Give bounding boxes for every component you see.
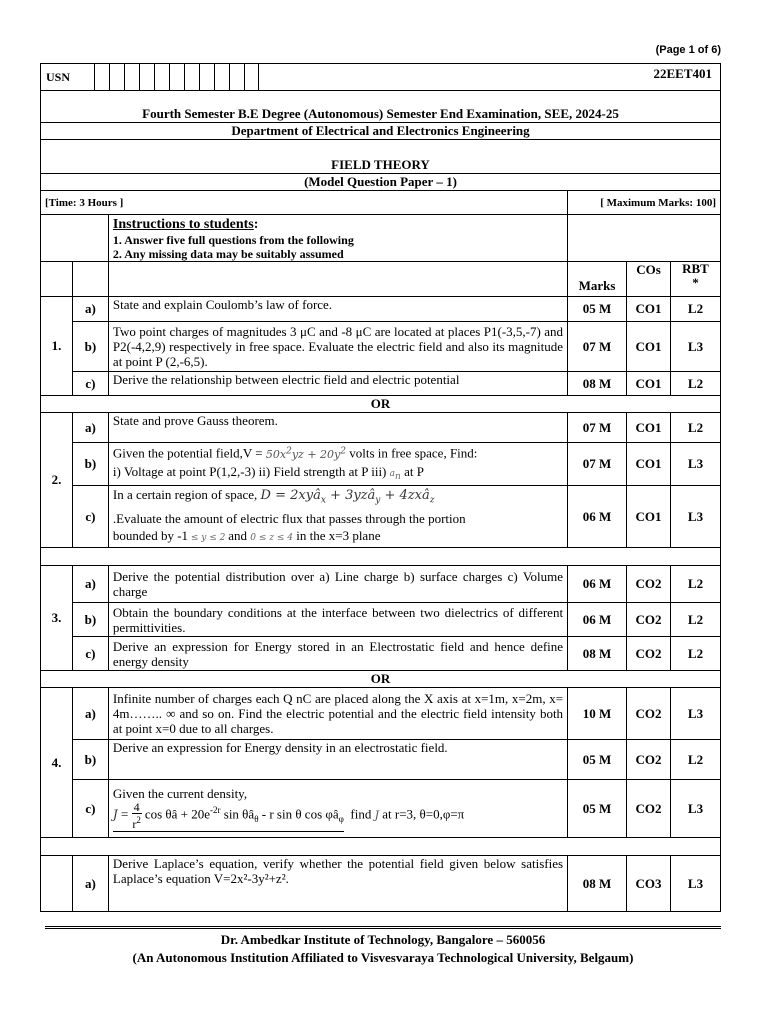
marks-value: 08 M xyxy=(568,856,627,912)
usn-cell xyxy=(184,64,199,90)
co-value: CO1 xyxy=(627,297,671,322)
rbt-value: L2 xyxy=(671,297,721,322)
paper-title: (Model Question Paper – 1) xyxy=(41,174,721,191)
subpart-label: b) xyxy=(72,740,108,780)
subpart-label: c) xyxy=(72,637,108,671)
rbt-value: L3 xyxy=(671,486,721,548)
institution-footer xyxy=(45,926,721,967)
subpart-label: a) xyxy=(72,566,108,603)
marks-value: 08 M xyxy=(568,372,627,396)
usn-cell xyxy=(139,64,154,90)
exam-title: Fourth Semester B.E Degree (Autonomous) Semester End Examination, SEE, 2024-25 xyxy=(41,91,721,123)
y-bound-expression: ≤ y ≤ 2 xyxy=(188,533,229,544)
subpart-label: c) xyxy=(72,486,108,548)
instruction-item: 2. Any missing data may be suitably assumed xyxy=(112,247,344,261)
rbt-value: L2 xyxy=(671,637,721,671)
question-text: Given the potential field,V = $50x^2yz + 20y^2$ volts in free space, Find: i) Voltage at point P(1,2,-3) ii) Field strength at P iii) $a_n$ at P xyxy=(108,443,567,486)
question-paper-table xyxy=(40,63,721,912)
question-number: 2. xyxy=(41,413,73,548)
rbt-value: L3 xyxy=(671,688,721,740)
question-text: Derive the relationship between electric field and electric potential xyxy=(108,372,567,396)
instructions-heading: Instructions to students: xyxy=(112,217,259,232)
or-separator: OR xyxy=(41,671,721,688)
usn-cell xyxy=(169,64,184,90)
rbt-value: L2 xyxy=(671,372,721,396)
co-value: CO1 xyxy=(627,413,671,443)
usn-label: USN xyxy=(46,69,71,84)
rbt-value: L2 xyxy=(671,740,721,780)
subpart-label: a) xyxy=(72,413,108,443)
question-text: State and explain Coulomb’s law of force. xyxy=(108,297,567,322)
subject-title: FIELD THEORY xyxy=(41,140,721,174)
or-separator: OR xyxy=(41,396,721,413)
question-text: Derive Laplace’s equation, verify whether the potential field given below satisfies Laplace’s equation V=2x²-3y²+z². xyxy=(108,856,567,912)
rbt-value: L3 xyxy=(671,322,721,372)
question-text: In a certain region of space, D = 2xyâ$_x$ + 3yzâ$_y$ + 4zxâ$_z$ .Evaluate the amount of electric flux that passes through the portion bounded by -1 ≤ y ≤ 2 and 0 ≤ z ≤ 4 in the x=3 plane xyxy=(108,486,567,548)
rbt-header: RBT * xyxy=(671,262,721,297)
rbt-value: L3 xyxy=(671,443,721,486)
question-text: Obtain the boundary conditions at the interface between two dielectrics of different permittivities. xyxy=(108,603,567,637)
marks-value: 10 M xyxy=(568,688,627,740)
marks-value: 05 M xyxy=(568,740,627,780)
subpart-label: a) xyxy=(72,688,108,740)
z-bound-expression: 0 ≤ z ≤ 4 xyxy=(250,533,293,544)
question-text: Derive the potential distribution over a) Line charge b) surface charges c) Volume charge xyxy=(108,566,567,603)
marks-value: 06 M xyxy=(568,486,627,548)
question-text: Derive an expression for Energy stored in an Electrostatic field and hence define energy density xyxy=(108,637,567,671)
rbt-value: L3 xyxy=(671,856,721,912)
usn-cell xyxy=(244,64,259,90)
usn-cell xyxy=(229,64,244,90)
usn-box xyxy=(41,64,259,90)
cos-header: COs xyxy=(627,262,671,297)
current-density-expression: J = $\frac{4}{r^2}$ cos θâ + $20e^{-2r}$ $\sin \theta â_\theta$ - r sin θ $\cos \varphi â_\varphi$ xyxy=(112,799,344,831)
co-value: CO1 xyxy=(627,486,671,548)
marks-value: 06 M xyxy=(568,566,627,603)
department-name: Department of Electrical and Electronics Engineering xyxy=(41,123,721,140)
subpart-label: a) xyxy=(72,856,108,912)
subpart-label: b) xyxy=(72,603,108,637)
rbt-value: L2 xyxy=(671,413,721,443)
instruction-item: 1. Answer five full questions from the following xyxy=(112,233,354,247)
marks-value: 05 M xyxy=(568,297,627,322)
question-number: 4. xyxy=(41,688,73,838)
exam-duration: [Time: 3 Hours ] xyxy=(41,191,568,215)
co-value: CO2 xyxy=(627,603,671,637)
marks-value: 07 M xyxy=(568,413,627,443)
rbt-value: L2 xyxy=(671,566,721,603)
course-code: 22EET401 xyxy=(653,66,712,81)
question-text: Two point charges of magnitudes 3 μC and -8 μC are located at places P1(-3,5,-7) and P2(-4,2,9) respectively in free space. Evaluate the electric field and also its magnitude at point P (2,-6,5). xyxy=(108,322,567,372)
usn-cell xyxy=(199,64,214,90)
marks-value: 08 M xyxy=(568,637,627,671)
subpart-label: b) xyxy=(72,322,108,372)
usn-cell xyxy=(109,64,124,90)
question-text: Infinite number of charges each Q nC are placed along the X axis at x=1m, x=2m, x= 4m…….. ∞ and so on. Find the electric potential and the electric field intensity both at point x=0 due to all charges. xyxy=(108,688,567,740)
usn-cell xyxy=(214,64,229,90)
rbt-value: L2 xyxy=(671,603,721,637)
co-value: CO3 xyxy=(627,856,671,912)
question-text: Given the current density, J = $\frac{4}{r^2}$ cos θâ + $20e^{-2r}$ $\sin \theta â_\theta$ - r sin θ $\cos \varphi â_\varphi$ find J at r=3, θ=0,φ=π xyxy=(108,780,567,838)
question-text: State and prove Gauss theorem. xyxy=(108,413,567,443)
marks-value: 07 M xyxy=(568,322,627,372)
potential-expression: $50x^2yz + 20y^2$ xyxy=(265,446,346,461)
max-marks: [ Maximum Marks: 100] xyxy=(568,191,721,215)
co-value: CO2 xyxy=(627,740,671,780)
unit-vector-expression: $a_n$ xyxy=(389,468,401,482)
usn-cell xyxy=(124,64,139,90)
marks-value: 07 M xyxy=(568,443,627,486)
subpart-label: b) xyxy=(72,443,108,486)
question-text: Derive an expression for Energy density in an electrostatic field. xyxy=(108,740,567,780)
marks-value: 06 M xyxy=(568,603,627,637)
co-value: CO1 xyxy=(627,372,671,396)
usn-cell xyxy=(154,64,169,90)
co-value: CO2 xyxy=(627,780,671,838)
subpart-label: c) xyxy=(72,372,108,396)
institution-affiliation: (An Autonomous Institution Affiliated to Visvesvaraya Technological University, Belgaum) xyxy=(132,950,634,965)
subpart-label: c) xyxy=(72,780,108,838)
page-number: (Page 1 of 6) xyxy=(655,44,721,56)
institution-name: Dr. Ambedkar Institute of Technology, Bangalore – 560056 xyxy=(220,932,546,947)
marks-header: Marks xyxy=(568,262,627,297)
question-number: 1. xyxy=(41,297,73,396)
subpart-label: a) xyxy=(72,297,108,322)
co-value: CO1 xyxy=(627,443,671,486)
usn-cell xyxy=(94,64,109,90)
co-value: CO2 xyxy=(627,566,671,603)
co-value: CO2 xyxy=(627,637,671,671)
marks-value: 05 M xyxy=(568,780,627,838)
co-value: CO2 xyxy=(627,688,671,740)
co-value: CO1 xyxy=(627,322,671,372)
current-density-symbol: J xyxy=(374,808,379,822)
flux-density-expression: D = 2xyâ$_x$ + 3yzâ$_y$ + 4zxâ$_z$ xyxy=(260,488,435,507)
question-number: 3. xyxy=(41,566,73,671)
rbt-value: L3 xyxy=(671,780,721,838)
